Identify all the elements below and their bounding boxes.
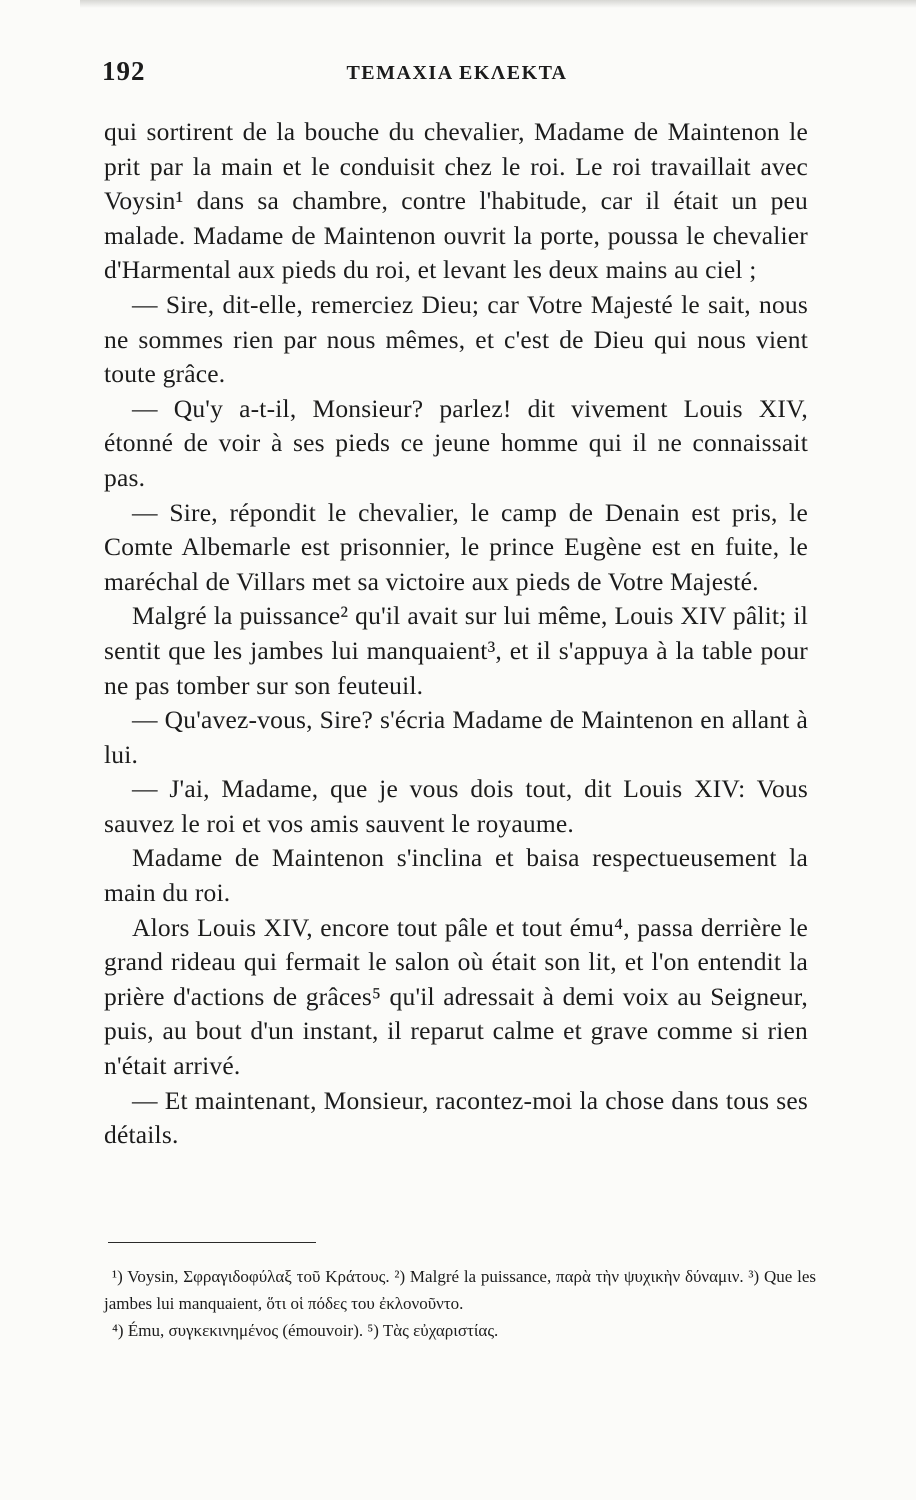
paragraph: Madame de Maintenon s'inclina et baisa respectueusement la main du roi.	[104, 843, 808, 908]
paragraph: Alors Louis XIV, encore tout pâle et tout ému⁴, passa derrière le grand rideau qui fermait le salon où était son lit, et l'on entendit la prière d'actions de grâces⁵ qu'il adressait à demi voix au Seigneur, puis, au bout d'un instant, il reparut calme et grave comme si rien n'était arrivé.	[104, 912, 808, 1081]
footnote-divider	[108, 1242, 316, 1243]
paragraph: — Qu'y a-t-il, Monsieur? parlez! dit vivement Louis XIV, étonné de voir à ses pieds ce jeune homme qui il ne connaissait pas.	[104, 393, 808, 492]
paragraph: Malgré la puissance² qu'il avait sur lui même, Louis XIV pâlit; il sentit que les jambes lui manquaient³, et il s'appuya à la table pour ne pas tomber sur son feuteuil.	[104, 601, 808, 700]
paragraph: — Qu'avez-vous, Sire? s'écria Madame de Maintenon en allant à lui.	[104, 705, 808, 769]
paragraph: — J'ai, Madame, que je vous dois tout, dit Louis XIV: Vous sauvez le roi et vos amis sauvent le royaume.	[104, 774, 808, 838]
page-edge-shadow	[80, 0, 916, 8]
footnotes	[104, 1263, 816, 1344]
footnote: ⁴) Ému, συγκεκινημένος (émouvoir). ⁵) Τὰς εὐχαριστίας.	[112, 1321, 499, 1340]
main-text	[104, 115, 808, 1153]
paragraph: qui sortirent de la bouche du chevalier, Madame de Maintenon le prit par la main et le conduisit chez le roi. Le roi travaillait avec Voysin¹ dans sa chambre, contre l'habitude, car il était un peu malade. Madame de Maintenon ouvrit la porte, poussa le chevalier d'Harmental aux pieds du roi, et levant les deux mains au ciel ;	[104, 117, 808, 285]
paragraph: — Sire, répondit le chevalier, le camp de Denain est pris, le Comte Albemarle est prisonnier, le prince Eugène est en fuite, le maréchal de Villars met sa victoire aux pieds de Votre Majesté.	[104, 497, 808, 596]
page-header	[102, 56, 812, 96]
paragraph: — Sire, dit-elle, remerciez Dieu; car Votre Majesté le sait, nous ne sommes rien par nous mêmes, et c'est de Dieu qui nous vient toute grâce.	[104, 289, 808, 389]
footnote: ¹) Voysin, Σφραγιδοφύλαξ τοῦ Κράτους. ²) Malgré la puissance, παρὰ τὴν ψυχικὴν δύναμιν. ³) Que les jambes lui manquaient, ὅτι οἱ πόδες του ἐκλονοῦντο.	[104, 1267, 816, 1313]
paragraph: — Et maintenant, Monsieur, racontez-moi la chose dans tous ses détails.	[104, 1085, 808, 1150]
page-number: 192	[102, 56, 146, 86]
running-title: ΤΕΜΑΧΙΑ ΕΚΛΕΚΤΑ	[346, 62, 568, 84]
